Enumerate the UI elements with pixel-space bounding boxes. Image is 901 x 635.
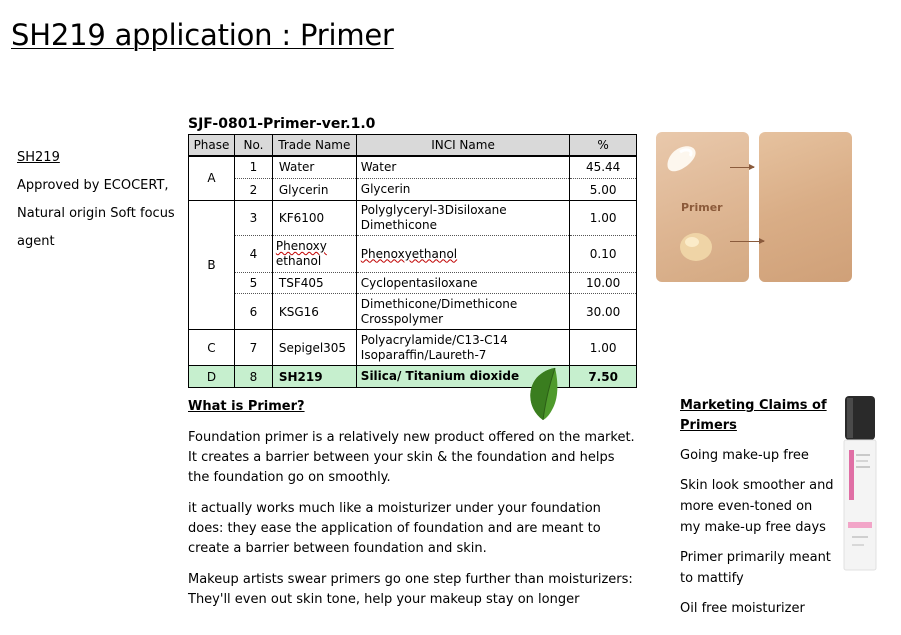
inci-cell: Polyglyceryl-3Disiloxane Dimethicone <box>356 201 569 236</box>
inci-cell: Dimethicone/Dimethicone Crosspolymer <box>356 294 569 330</box>
what-is-paragraph-1: Foundation primer is a relatively new product offered on the market. It creates a barrier between your skin & the foundation and helps the foundation go on smoothly. <box>188 430 635 485</box>
trade-cell: TSF405 <box>272 273 356 294</box>
no-cell: 7 <box>234 330 272 366</box>
trade-cell: Water <box>272 156 356 179</box>
phase-cell: A <box>189 156 235 201</box>
trade-cell: KSG16 <box>272 294 356 330</box>
arrow-icon <box>730 241 764 242</box>
inci-cell: Glycerin <box>356 179 569 201</box>
formula-table <box>188 134 637 388</box>
what-is-paragraph-2: it actually works much like a moisturizer under your foundation does: they ease the application of foundation and are meant to create a barrier between foundation and skin. <box>188 501 601 556</box>
inci-cell <box>356 236 569 273</box>
pct-cell: 0.10 <box>570 236 637 273</box>
table-row <box>189 294 637 330</box>
header-trade-name: Trade Name <box>272 135 356 156</box>
trade-line2: ethanol <box>275 254 322 268</box>
pct-cell: 45.44 <box>570 156 637 179</box>
no-cell: 5 <box>234 273 272 294</box>
what-is-paragraph-3: Makeup artists swear primers go one step further than moisturizers: They'll even out skin tone, help your makeup stay on longer <box>188 572 633 607</box>
phase-cell: D <box>189 366 235 388</box>
no-cell: 2 <box>234 179 272 201</box>
table-row <box>189 273 637 294</box>
formula-title: SJF-0801-Primer-ver.1.0 <box>188 116 376 132</box>
marketing-claim: Going make-up free <box>680 448 809 463</box>
photo-label: Primer <box>681 201 723 214</box>
marketing-heading: Marketing Claims of Primers <box>680 398 827 433</box>
table-row <box>189 201 637 236</box>
left-info-line1: Approved by ECOCERT, <box>17 178 169 193</box>
after-photo <box>759 132 852 282</box>
no-cell: 1 <box>234 156 272 179</box>
header-phase: Phase <box>189 135 235 156</box>
inci-cell: Cyclopentasiloxane <box>356 273 569 294</box>
trade-cell: Sepigel305 <box>272 330 356 366</box>
table-row <box>189 236 637 273</box>
inci-cell: Water <box>356 156 569 179</box>
pct-cell: 7.50 <box>570 366 637 388</box>
table-row-highlighted <box>189 366 637 388</box>
phase-cell: B <box>189 201 235 330</box>
left-info-line3: agent <box>17 234 55 249</box>
what-is-heading: What is Primer? <box>188 399 305 414</box>
table-row <box>189 156 637 179</box>
pct-cell: 10.00 <box>570 273 637 294</box>
pct-cell: 30.00 <box>570 294 637 330</box>
marketing-claim: Oil free moisturizer <box>680 601 805 616</box>
table-row <box>189 179 637 201</box>
left-info <box>17 144 175 256</box>
marketing-claim: Skin look smoother and more even-toned on my make-up free days <box>680 478 834 535</box>
table-row <box>189 330 637 366</box>
phase-cell: C <box>189 330 235 366</box>
left-info-line2: Natural origin Soft focus <box>17 206 175 221</box>
trade-line1: Phenoxy <box>275 239 327 253</box>
trade-cell <box>272 236 356 273</box>
arrow-icon <box>730 167 754 168</box>
pct-cell: 5.00 <box>570 179 637 201</box>
header-percent: % <box>570 135 637 156</box>
header-inci-name: INCI Name <box>356 135 569 156</box>
trade-cell: Glycerin <box>272 179 356 201</box>
pct-cell: 1.00 <box>570 201 637 236</box>
marketing-claim: Primer primarily meant to mattify <box>680 550 831 586</box>
inci-cell: Polyacrylamide/C13-C14 Isoparaffin/Laureth-7 <box>356 330 569 366</box>
trade-cell: KF6100 <box>272 201 356 236</box>
leaf-icon <box>525 366 561 422</box>
no-cell: 4 <box>234 236 272 273</box>
pct-cell: 1.00 <box>570 330 637 366</box>
inci-cell: Silica/ Titanium dioxide <box>356 366 569 388</box>
no-cell: 8 <box>234 366 272 388</box>
no-cell: 3 <box>234 201 272 236</box>
header-no: No. <box>234 135 272 156</box>
table-header-row <box>189 135 637 156</box>
primer-bottle-icon <box>843 394 877 574</box>
left-info-heading: SH219 <box>17 150 60 165</box>
inci-text: Phenoxyethanol <box>360 246 458 261</box>
no-cell: 6 <box>234 294 272 330</box>
trade-cell: SH219 <box>272 366 356 388</box>
page-title: SH219 application : Primer <box>11 18 394 52</box>
